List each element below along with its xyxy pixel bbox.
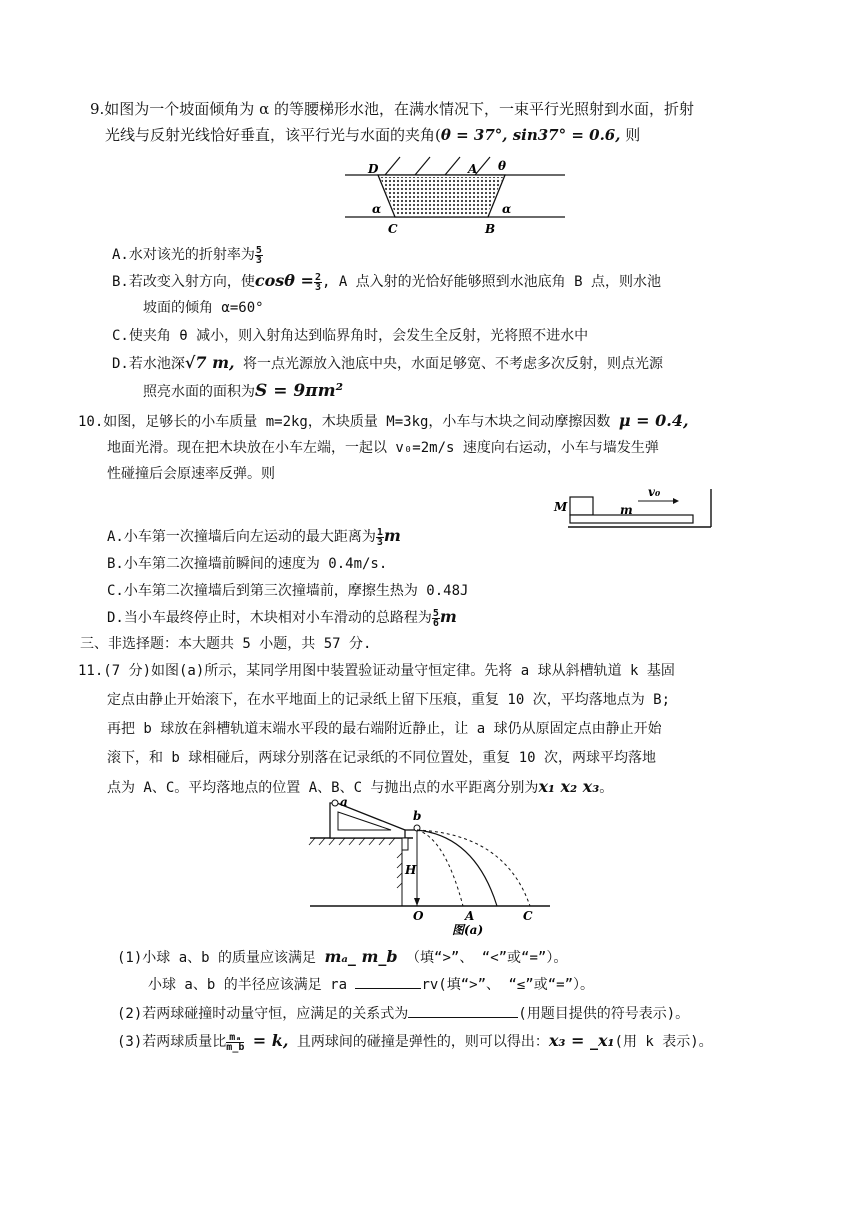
q10-stem-text: 10.如图，足够长的小车质量 m=2kg，木块质量 M=3kg，小车与木块之间动摩擦因数 (78, 414, 611, 430)
q9-option-b-text1: B.若改变入射方向，使 (112, 274, 255, 290)
q10-option-d-den: 6 (432, 617, 439, 629)
q11-part2-end: (用题目提供的符号表示)。 (518, 1006, 690, 1022)
q9-option-a (112, 244, 263, 266)
q9-stem-line1: 9.如图为一个坡面倾角为 α 的等腰梯形水池，在满水情况下，一束平行光照射到水面，折射 (90, 100, 694, 118)
q9-pool-figure (340, 155, 570, 240)
q9-option-b-math: cosθ = (254, 271, 314, 290)
q11-part3-fraction (226, 1033, 244, 1052)
q10-option-a-fraction (376, 528, 384, 547)
q11-label-H: H (405, 863, 417, 877)
q11-radius-answer-blank[interactable] (355, 988, 421, 989)
section-heading: 三、非选择题：本大题共 5 小题，共 57 分. (80, 636, 372, 652)
q11-part3 (117, 1030, 713, 1053)
q11-part3-end: (用 k 表示)。 (614, 1034, 713, 1050)
q9-option-d-line2 (143, 380, 343, 403)
q11-apparatus-figure (305, 798, 555, 938)
q11-label-A: A (465, 909, 475, 923)
q10-option-d-text: D.当小车最终停止时，木块相对小车滑动的总路程为 (107, 610, 432, 626)
q11-stem-line4: 滚下，和 b 球相碰后，两球分别落在记录纸的不同位置处，重复 10 次，两球平均落地 (107, 750, 656, 766)
q9-option-d-math2: S = 9πm² (255, 381, 344, 401)
q9-option-b: B.若改变入射方向，使cosθ = $\frac{2}{3}$ , A 点入射的光恰好能够照到水池底角 B 点，则水池 (112, 271, 661, 293)
q11-stem-line5 (107, 776, 613, 799)
q11-label-b: b (413, 809, 422, 823)
q10-option-a (107, 525, 401, 548)
q10-label-M: M (554, 500, 568, 514)
q9-option-d-text3: 照亮水面的面积为 (143, 384, 255, 400)
q9-label-alpha-left: α (372, 202, 382, 216)
q11-part1-radius-text: 小球 a、b 的半径应该满足 ra (148, 977, 356, 993)
q11-stem-line1: 11.(7 分)如图(a)所示，某同学用图中装置验证动量守恒定律。先将 a 球从斜槽轨道 k 基固 (78, 663, 675, 679)
q11-part3-math2: x₃ = _x₁ (548, 1031, 615, 1050)
q10-option-d-num: 5 (432, 607, 439, 619)
q11-part1 (117, 946, 567, 969)
q9-option-b-text2: A 点入射的光恰好能够照到水池底角 B 点，则水池 (338, 274, 661, 290)
q9-option-d-text2: 将一点光源放入池底中央，水面足够宽、不考虑多次反射，则点光源 (243, 356, 664, 372)
q11-label-C: C (523, 909, 533, 923)
q9-option-c: C.使夹角 θ 减小，则入射角达到临界角时，会发生全反射，光将照不进水中 (112, 328, 589, 344)
q10-label-v0: v₀ (648, 485, 661, 499)
q9-option-b-num: 2 (314, 271, 321, 283)
q11-part1-radius-end: rv(填“>”、 “≤”或“=”）。 (421, 977, 595, 993)
q9-label-alpha-right: α (502, 202, 512, 216)
q11-figure-caption: 图(a) (452, 923, 484, 937)
q9-option-d (112, 352, 663, 375)
q9-label-b: B (485, 222, 496, 236)
q9-option-a-fraction (255, 246, 263, 265)
q11-stem-line3: 再把 b 球放在斜槽轨道末端水平段的最右端附近静止，让 a 球仍从原固定点由静止开始 (107, 721, 662, 737)
q10-cart-figure (548, 484, 723, 532)
q9-stem-end: 则 (620, 126, 641, 144)
q10-option-d (107, 606, 457, 629)
q10-option-a-den: 3 (376, 536, 383, 548)
q11-part3-num: mₐ (226, 1033, 244, 1043)
q10-stem-line3: 性碰撞后会原速率反弹。则 (107, 466, 275, 482)
q11-part3-text: (3)若两球质量比 (117, 1034, 227, 1050)
q10-option-d-unit: m (439, 607, 457, 626)
q9-stem-line2 (105, 124, 640, 146)
q9-stem-math: θ = 37°, sin37° = 0.6, (440, 126, 621, 144)
q10-option-c: C.小车第二次撞墙后到第三次撞墙前，摩擦生热为 0.48J (107, 583, 469, 599)
q11-part2-text: (2)若两球碰撞时动量守恒，应满足的关系式为 (117, 1006, 409, 1022)
q9-option-b-den: 3 (314, 281, 321, 293)
q10-option-a-num: 1 (376, 526, 383, 538)
q11-stem-math5: x₁ x₂ x₃ (538, 777, 600, 796)
q9-option-d-text1: D.若水池深 (112, 356, 185, 372)
q11-label-a: a (340, 798, 348, 809)
q10-option-a-unit: m (383, 526, 401, 545)
q11-stem-text5: 点为 A、C。平均落地点的位置 A、B、C 与抛出点的水平距离分别为 (107, 780, 539, 796)
q11-part2 (117, 1003, 689, 1025)
q11-label-O: O (413, 909, 424, 923)
q11-momentum-answer-blank[interactable] (408, 1017, 518, 1018)
q10-option-b: B.小车第二次撞墙前瞬间的速度为 0.4m/s. (107, 556, 388, 572)
q11-part3-text2: 且两球间的碰撞是弹性的，则可以得出： (296, 1034, 549, 1050)
q9-option-a-num: 5 (255, 244, 262, 256)
q9-label-c: C (388, 222, 398, 236)
q11-stem-line2: 定点由静止开始滚下，在水平地面上的记录纸上留下压痕，重复 10 次，平均落地点为 B; (107, 692, 670, 708)
q9-option-d-math: √7 m, (184, 353, 235, 372)
q10-label-m: m (620, 503, 633, 517)
q11-stem-end5: 。 (599, 780, 614, 796)
q9-label-d: D (368, 162, 379, 176)
q11-part1-end: （填“>”、 “<”或“=”）。 (406, 950, 568, 966)
q10-option-a-text: A.小车第一次撞墙后向左运动的最大距离为 (107, 529, 376, 545)
q9-label-theta: θ (498, 159, 507, 173)
q9-stem-text: 光线与反射光线恰好垂直，该平行光与水面的夹角( (105, 126, 441, 144)
q9-option-a-text: A.水对该光的折射率为 (112, 247, 255, 263)
q9-option-b-fraction (314, 273, 322, 292)
q10-stem-line2: 地面光滑。现在把木块放在小车左端，一起以 v₀=2m/s 速度向右运动，小车与墙发生弹 (107, 440, 659, 456)
q10-stem-math: μ = 0.4, (618, 411, 689, 430)
q10-option-d-fraction (432, 609, 440, 628)
q9-label-a: A (468, 162, 478, 176)
q11-part1-text: (1)小球 a、b 的质量应该满足 (117, 950, 317, 966)
q9-option-a-den: 3 (255, 254, 262, 266)
q11-part3-den: m_b (226, 1041, 245, 1053)
q11-part1-radius (148, 974, 594, 996)
q11-part1-math: mₐ_ m_b (324, 947, 398, 966)
q11-part3-math: = k, (252, 1031, 289, 1050)
q9-option-b-line2: 坡面的倾角 α=60° (143, 300, 264, 316)
q10-stem-line1 (78, 410, 689, 433)
